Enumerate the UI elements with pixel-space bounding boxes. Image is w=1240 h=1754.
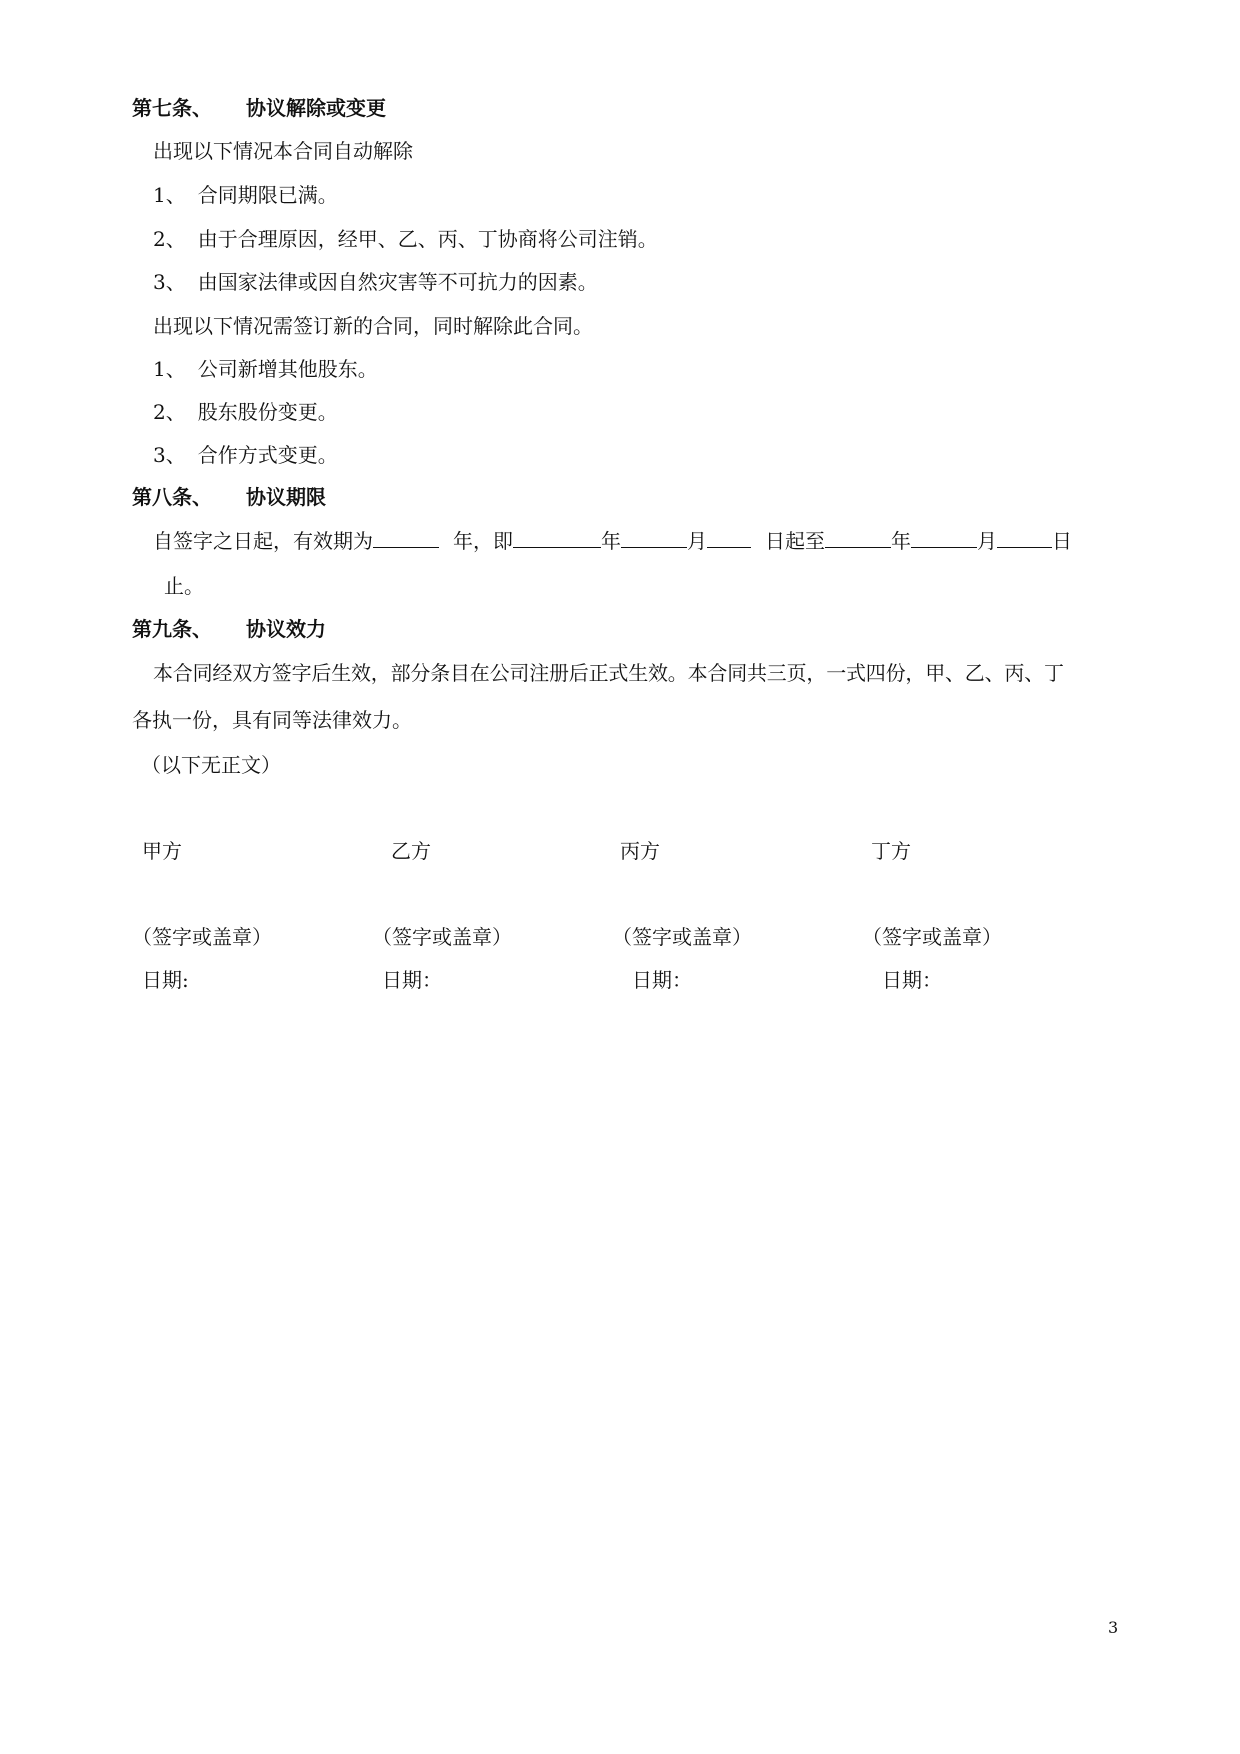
party-d-label: 丁方	[871, 839, 911, 863]
article9-number: 第九条、	[132, 617, 212, 641]
party-a-date: 日期:	[142, 968, 189, 992]
page-number: 3	[1108, 1618, 1119, 1637]
list-item	[153, 183, 338, 207]
party-c-sign: （签字或盖章）	[612, 925, 752, 949]
party-b-label: 乙方	[391, 839, 431, 863]
article8-heading	[132, 485, 326, 509]
item-text: 股东股份变更。	[197, 400, 338, 424]
list-item	[153, 227, 658, 251]
blank-start-day	[707, 529, 751, 548]
no-text-below-note: （以下无正文）	[141, 753, 281, 777]
blank-start-month	[621, 529, 687, 548]
article8-number: 第八条、	[132, 485, 212, 509]
blank-end-month	[911, 529, 977, 548]
article7-title: 协议解除或变更	[246, 96, 386, 120]
item-text: 由国家法律或因自然灾害等不可抗力的因素。	[197, 270, 598, 294]
term-text: 年	[601, 529, 621, 553]
party-b-sign: （签字或盖章）	[372, 925, 512, 949]
party-a-label: 甲方	[142, 839, 182, 863]
article8-title: 协议期限	[246, 485, 326, 509]
party-a-sign: （签字或盖章）	[132, 925, 272, 949]
party-d-sign: （签字或盖章）	[862, 925, 1002, 949]
article7-intro1: 出现以下情况本合同自动解除	[153, 139, 413, 163]
term-text: 年	[891, 529, 911, 553]
blank-years	[373, 529, 439, 548]
item-number: 3、	[153, 443, 186, 467]
party-c-label: 丙方	[620, 839, 660, 863]
item-number: 3、	[153, 270, 186, 294]
article9-title: 协议效力	[246, 617, 326, 641]
article9-line2: 各执一份，具有同等法律效力。	[132, 708, 412, 732]
blank-start-year	[513, 529, 601, 548]
list-item	[153, 400, 338, 424]
party-c-date: 日期：	[632, 968, 692, 992]
term-text: 日	[1052, 529, 1072, 553]
item-number: 1、	[153, 357, 186, 381]
party-b-date: 日期：	[382, 968, 442, 992]
term-text: 自签字之日起，有效期为	[153, 529, 373, 553]
article7-heading	[132, 96, 386, 120]
term-line	[153, 529, 1072, 553]
list-item	[153, 357, 378, 381]
item-text: 公司新增其他股东。	[197, 357, 378, 381]
list-item	[153, 443, 338, 467]
article9-heading	[132, 617, 326, 641]
term-text: 年，即	[453, 529, 513, 553]
blank-end-day	[997, 529, 1052, 548]
article9-line1: 本合同经双方签字后生效，部分条目在公司注册后正式生效。本合同共三页，一式四份，甲、乙、丙、丁	[153, 661, 1064, 685]
item-text: 合作方式变更。	[197, 443, 338, 467]
blank-end-year	[825, 529, 891, 548]
item-number: 1、	[153, 183, 186, 207]
term-text: 月	[977, 529, 997, 553]
term-text: 日起至	[765, 529, 825, 553]
term-text: 月	[687, 529, 707, 553]
item-text: 合同期限已满。	[197, 183, 338, 207]
item-number: 2、	[153, 227, 186, 251]
item-text: 由于合理原因，经甲、乙、丙、丁协商将公司注销。	[197, 227, 658, 251]
party-d-date: 日期：	[882, 968, 942, 992]
item-number: 2、	[153, 400, 186, 424]
article7-intro2: 出现以下情况需签订新的合同，同时解除此合同。	[153, 314, 593, 338]
list-item	[153, 270, 598, 294]
term-line-cont: 止。	[164, 574, 204, 598]
article7-number: 第七条、	[132, 96, 212, 120]
